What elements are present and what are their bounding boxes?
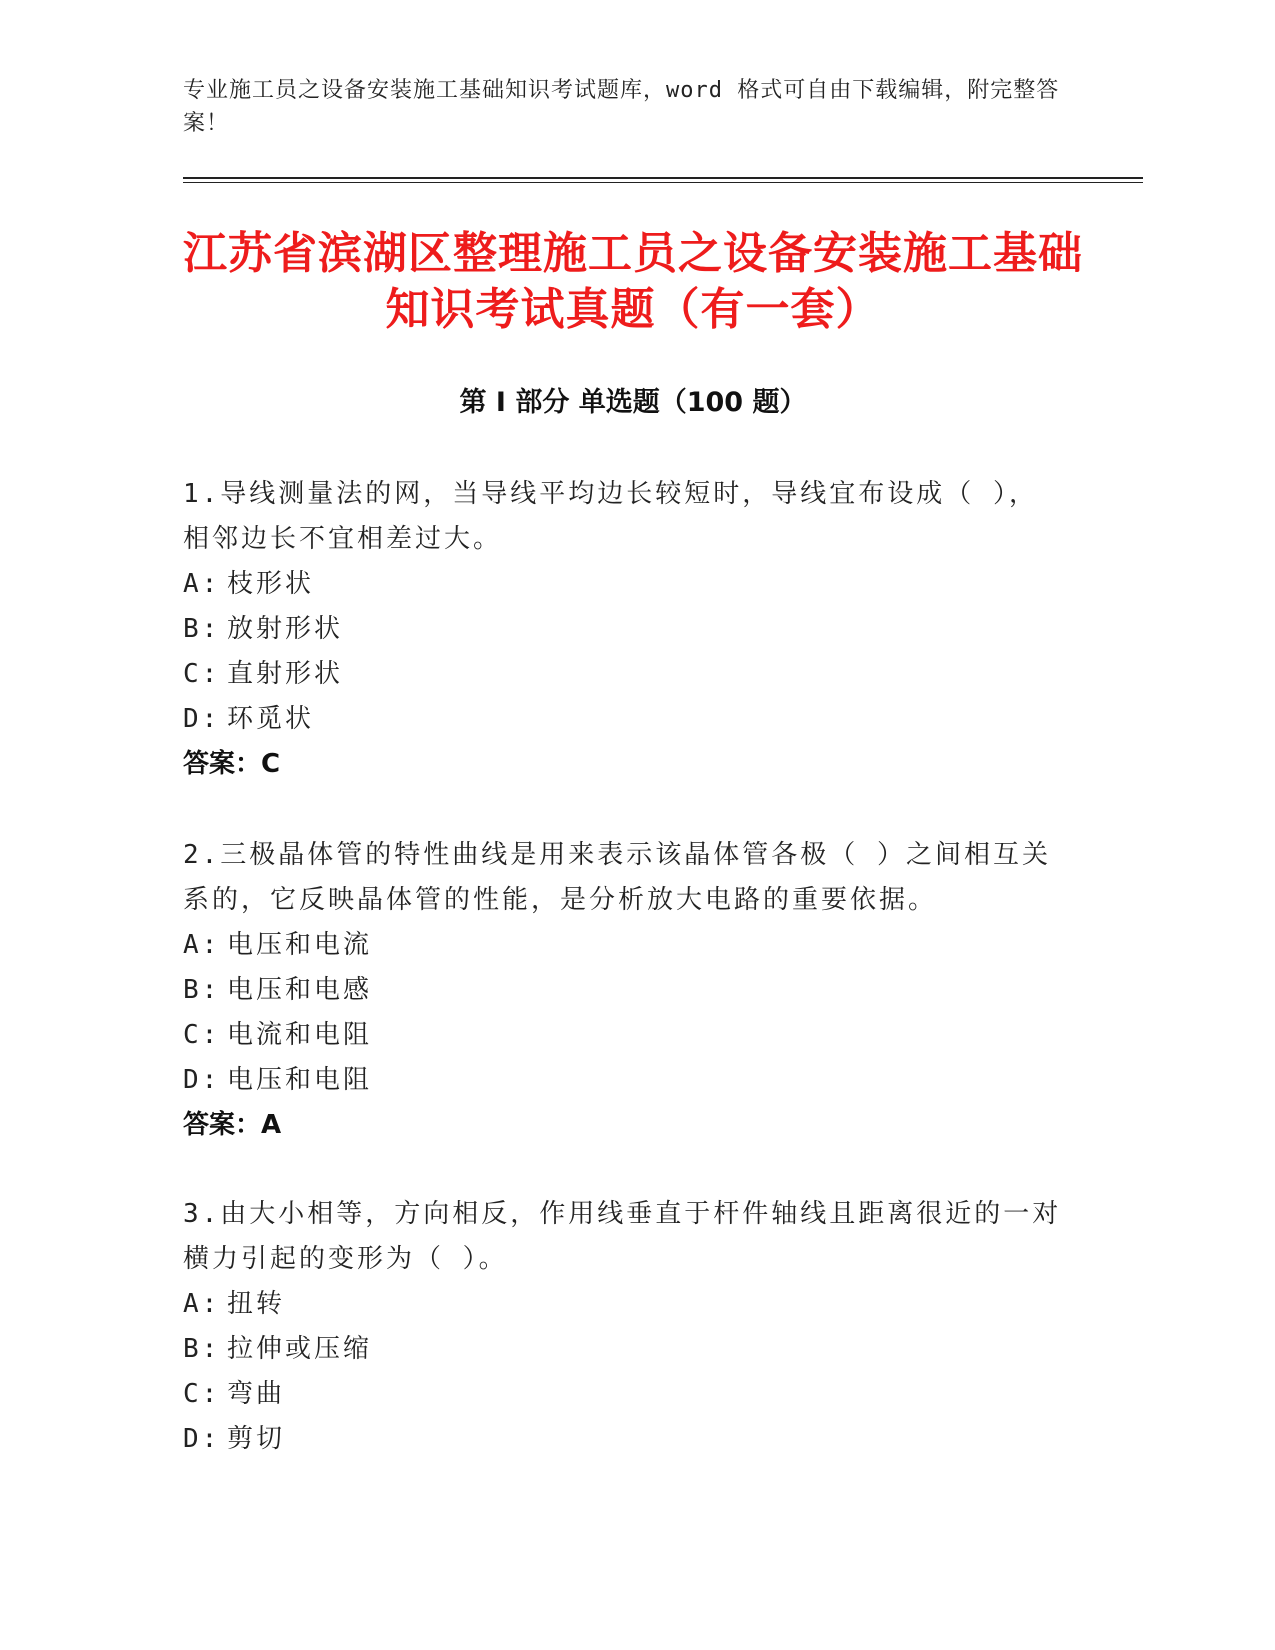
option-a bbox=[183, 562, 1063, 607]
option-key: D: bbox=[183, 1065, 221, 1095]
option-key: B: bbox=[183, 614, 221, 644]
question-2 bbox=[183, 833, 1063, 1148]
option-b bbox=[183, 968, 1063, 1013]
option-key: A: bbox=[183, 569, 221, 599]
option-key: B: bbox=[183, 1334, 221, 1364]
option-text: 环觅状 bbox=[227, 704, 315, 734]
option-key: C: bbox=[183, 659, 221, 689]
option-text: 直射形状 bbox=[227, 659, 344, 689]
option-a bbox=[183, 1282, 1063, 1327]
option-key: A: bbox=[183, 930, 221, 960]
option-key: D: bbox=[183, 704, 221, 734]
option-d bbox=[183, 1417, 1063, 1462]
option-text: 放射形状 bbox=[227, 614, 344, 644]
option-d bbox=[183, 697, 1063, 742]
option-text: 剪切 bbox=[227, 1424, 286, 1454]
question-stem: 3.由大小相等，方向相反，作用线垂直于杆件轴线且距离很近的一对横力引起的变形为（ ）。 bbox=[183, 1199, 1062, 1274]
header-note: 专业施工员之设备安装施工基础知识考试题库，word 格式可自由下载编辑，附完整答案！ bbox=[183, 78, 1060, 136]
option-text: 弯曲 bbox=[227, 1379, 286, 1409]
option-key: C: bbox=[183, 1379, 221, 1409]
document-title: 江苏省滨湖区整理施工员之设备安装施工基础知识考试真题（有一套） bbox=[183, 228, 1083, 335]
option-c bbox=[183, 652, 1063, 697]
header-divider-thin bbox=[183, 182, 1143, 183]
option-c bbox=[183, 1013, 1063, 1058]
option-text: 电压和电阻 bbox=[227, 1065, 373, 1095]
option-a bbox=[183, 923, 1063, 968]
option-key: B: bbox=[183, 975, 221, 1005]
option-key: A: bbox=[183, 1289, 221, 1319]
option-text: 拉伸或压缩 bbox=[227, 1334, 373, 1364]
answer-line: 答案：A bbox=[183, 1110, 282, 1140]
option-key: D: bbox=[183, 1424, 221, 1454]
option-text: 枝形状 bbox=[227, 569, 315, 599]
question-stem: 1.导线测量法的网，当导线平均边长较短时，导线宜布设成（ ），相邻边长不宜相差过大。 bbox=[183, 479, 1038, 554]
option-b bbox=[183, 607, 1063, 652]
option-c bbox=[183, 1372, 1063, 1417]
question-stem: 2.三极晶体管的特性曲线是用来表示该晶体管各极（ ）之间相互关系的，它反映晶体管的性能，是分析放大电路的重要依据。 bbox=[183, 840, 1051, 915]
option-text: 电压和电流 bbox=[227, 930, 373, 960]
option-b bbox=[183, 1327, 1063, 1372]
option-d bbox=[183, 1058, 1063, 1103]
option-key: C: bbox=[183, 1020, 221, 1050]
question-3 bbox=[183, 1192, 1063, 1462]
section-title: 第 I 部分 单选题（100 题） bbox=[459, 387, 807, 418]
answer-line: 答案：C bbox=[183, 749, 281, 779]
option-text: 扭转 bbox=[227, 1289, 286, 1319]
option-text: 电流和电阻 bbox=[227, 1020, 373, 1050]
header-divider bbox=[183, 177, 1143, 179]
option-text: 电压和电感 bbox=[227, 975, 373, 1005]
question-1 bbox=[183, 472, 1063, 787]
